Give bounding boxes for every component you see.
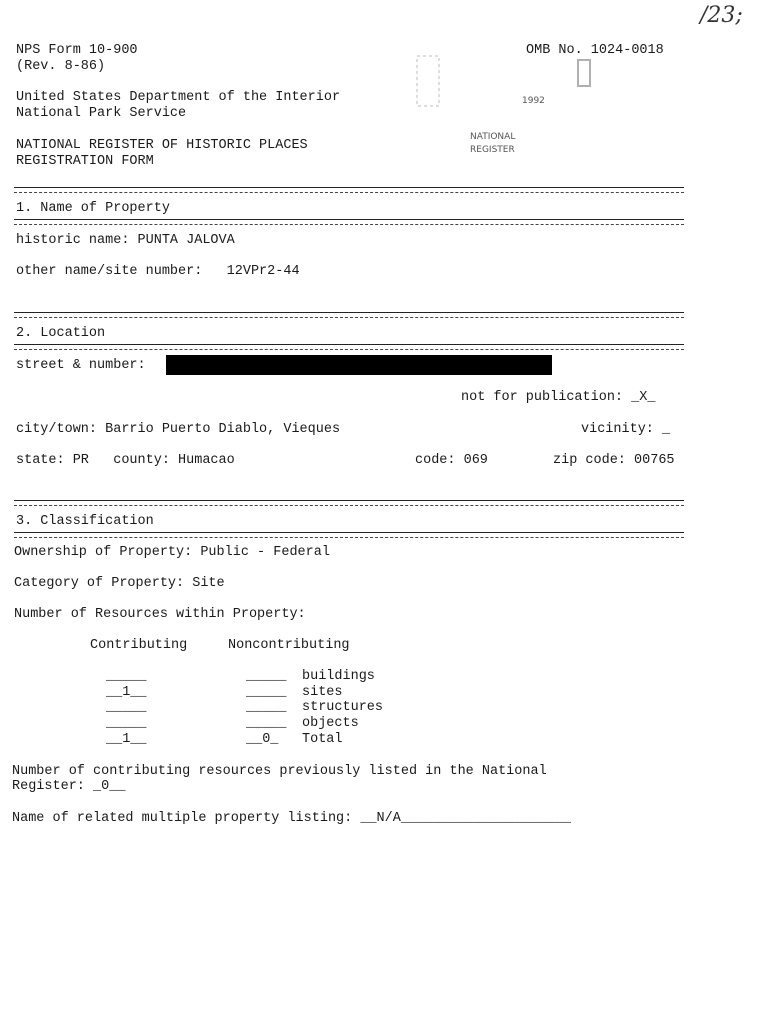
contributing-structures: _____ — [106, 700, 147, 715]
contributing-buildings: _____ — [106, 669, 147, 684]
noncontributing-column-header: Noncontributing — [228, 638, 350, 653]
register-title: NATIONAL REGISTER OF HISTORIC PLACES — [16, 138, 308, 153]
agency: National Park Service — [16, 106, 187, 121]
stamp-text-register: REGISTER — [470, 145, 515, 155]
resource-label-buildings: buildings — [302, 669, 375, 684]
not-for-publication: not for publication: _X_ — [461, 390, 656, 405]
other-name-site-number: other name/site number: 12VPr2-44 — [16, 264, 300, 279]
redacted-street-address — [166, 355, 552, 375]
ownership: Ownership of Property: Public - Federal — [14, 545, 330, 560]
section-divider — [14, 344, 684, 350]
vicinity: vicinity: _ — [581, 422, 671, 437]
section-divider — [14, 532, 684, 538]
county-code: code: 069 — [415, 453, 488, 468]
previously-listed-line2: Register: _0__ — [12, 779, 126, 794]
omb-number: OMB No. 1024-0018 — [526, 43, 664, 58]
contributing-sites: __1__ — [106, 685, 147, 700]
contributing-objects: _____ — [106, 716, 147, 731]
noncontributing-total: __0_ — [246, 732, 279, 747]
street-number-label: street & number: — [16, 358, 146, 373]
resource-label-objects: objects — [302, 716, 359, 731]
received-stamp — [413, 52, 593, 112]
section-divider — [14, 312, 684, 318]
registration-form-title: REGISTRATION FORM — [16, 154, 154, 169]
resource-label-sites: sites — [302, 685, 343, 700]
section-divider — [14, 187, 684, 193]
section-1-heading: 1. Name of Property — [16, 201, 170, 216]
noncontributing-buildings: _____ — [246, 669, 287, 684]
multiple-property-listing: Name of related multiple property listing: __N/A_____________________ — [12, 811, 571, 826]
historic-name: historic name: PUNTA JALOVA — [16, 233, 235, 248]
contributing-total: __1__ — [106, 732, 147, 747]
form-revision: (Rev. 8-86) — [16, 59, 106, 74]
previously-listed-line1: Number of contributing resources previously listed in the National — [12, 764, 547, 779]
noncontributing-structures: _____ — [246, 700, 287, 715]
category: Category of Property: Site — [14, 576, 225, 591]
stamp-year: 1992 — [522, 96, 545, 106]
section-2-heading: 2. Location — [16, 326, 106, 341]
handwritten-page-number: /23; — [700, 3, 743, 28]
noncontributing-sites: _____ — [246, 685, 287, 700]
stamp-text-national: NATIONAL — [470, 132, 516, 142]
section-divider — [14, 219, 684, 225]
state-county: state: PR county: Humacao — [16, 453, 235, 468]
section-divider — [14, 500, 684, 506]
section-3-heading: 3. Classification — [16, 514, 154, 529]
number-of-resources-label: Number of Resources within Property: — [14, 607, 306, 622]
resource-label-total: Total — [302, 732, 343, 747]
contributing-column-header: Contributing — [90, 638, 188, 653]
noncontributing-objects: _____ — [246, 716, 287, 731]
form-number: NPS Form 10-900 — [16, 43, 138, 58]
resource-label-structures: structures — [302, 700, 384, 715]
city-town: city/town: Barrio Puerto Diablo, Vieques — [16, 422, 341, 437]
zip-code: zip code: 00765 — [553, 453, 675, 468]
department: United States Department of the Interior — [16, 90, 341, 105]
